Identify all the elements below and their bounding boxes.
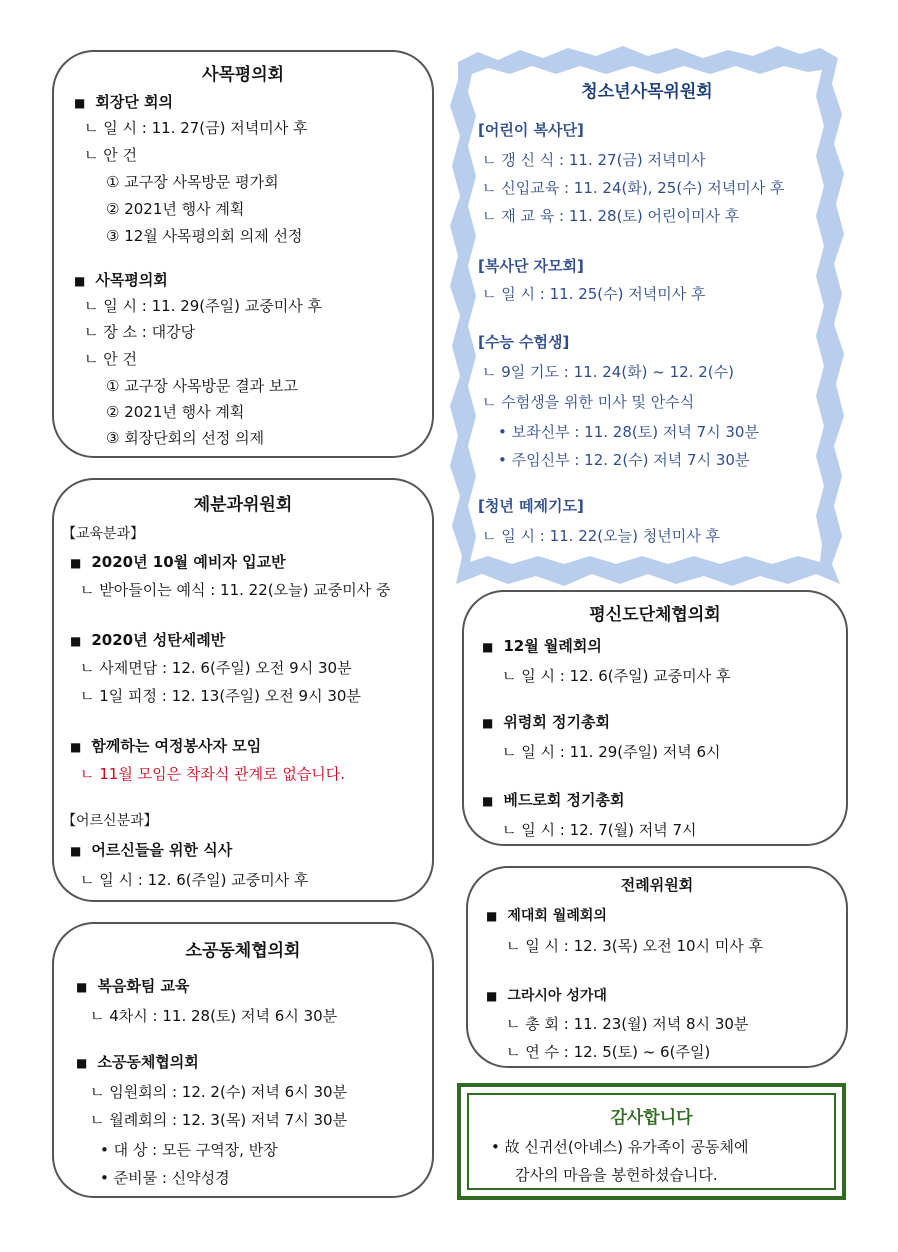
youth-t3-line1: ㄴ 9일 기도 : 11. 24(화) ~ 12. 2(수) bbox=[482, 363, 734, 381]
pastoral-s2-line1: ㄴ 일 시 : 11. 29(주일) 교중미사 후 bbox=[84, 297, 322, 315]
youth-t1-line3: ㄴ 재 교 육 : 11. 28(토) 어린이미사 후 bbox=[482, 207, 740, 225]
laity-box bbox=[462, 590, 848, 846]
community-h2: ■ 소공동체협의회 bbox=[76, 1052, 199, 1073]
youth-t4: [청년 떼제기도] bbox=[478, 497, 584, 515]
thanks-box bbox=[457, 1083, 846, 1200]
youth-t4-line1: ㄴ 일 시 : 11. 22(오늘) 청년미사 후 bbox=[482, 527, 720, 545]
community-h1-line1: ㄴ 4차시 : 11. 28(토) 저녁 6시 30분 bbox=[90, 1007, 338, 1025]
branches-h2-line1: ㄴ 사제면담 : 12. 6(주일) 오전 9시 30분 bbox=[80, 659, 352, 677]
liturgy-box bbox=[466, 866, 848, 1068]
youth-t2: [복사단 자모회] bbox=[478, 257, 584, 275]
laity-h1: ■ 12월 월례회의 bbox=[482, 636, 602, 657]
liturgy-h1: ■ 제대회 월례회의 bbox=[486, 906, 607, 926]
laity-h1-line1: ㄴ 일 시 : 12. 6(주일) 교중미사 후 bbox=[502, 667, 731, 685]
pastoral-s2-head: ■ 사목평의회 bbox=[74, 270, 168, 291]
branches-title: 제분과위원회 bbox=[193, 495, 293, 515]
youth-title: 청소년사목위원회 bbox=[581, 82, 713, 102]
laity-h2: ■ 위령회 정기총회 bbox=[482, 712, 610, 733]
branches-h1: ■ 2020년 10월 예비자 입교반 bbox=[70, 552, 286, 573]
thanks-line2: 감사의 마음을 봉헌하셨습니다. bbox=[515, 1166, 718, 1184]
pastoral-council-box bbox=[52, 50, 434, 458]
pastoral-s1-line4: ② 2021년 행사 계획 bbox=[106, 200, 245, 218]
pastoral-council-title: 사목평의회 bbox=[201, 65, 285, 85]
youth-t1: [어린이 복사단] bbox=[478, 121, 584, 139]
laity-title: 평신도단체협의회 bbox=[589, 605, 721, 625]
liturgy-h2: ■ 그라시아 성가대 bbox=[486, 986, 607, 1006]
youth-t1-line2: ㄴ 신입교육 : 11. 24(화), 25(수) 저녁미사 후 bbox=[482, 179, 785, 197]
branches-tag-education: 【교육분과】 bbox=[62, 526, 145, 542]
branches-h1-line1: ㄴ 받아들이는 예식 : 11. 22(오늘) 교중미사 중 bbox=[80, 581, 391, 599]
youth-t3-line3: • 보좌신부 : 11. 28(토) 저녁 7시 30분 bbox=[498, 423, 759, 441]
community-h2-line2: ㄴ 월례회의 : 12. 3(목) 저녁 7시 30분 bbox=[90, 1111, 348, 1129]
branches-h3-line1: ㄴ 11월 모임은 착좌식 관계로 없습니다. bbox=[80, 765, 346, 783]
pastoral-s1-line5: ③ 12월 사목평의회 의제 선정 bbox=[106, 227, 303, 245]
pastoral-s2-line6: ③ 회장단회의 선정 의제 bbox=[106, 429, 265, 447]
pastoral-s2-line4: ① 교구장 사목방문 결과 보고 bbox=[106, 377, 298, 395]
community-h2-line1: ㄴ 임원회의 : 12. 2(수) 저녁 6시 30분 bbox=[90, 1083, 348, 1101]
community-box bbox=[52, 922, 434, 1198]
community-h1: ■ 복음화팀 교육 bbox=[76, 976, 190, 997]
pastoral-s1-line2: ㄴ 안 건 bbox=[84, 146, 138, 164]
branches-h3: ■ 함께하는 여정봉사자 모임 bbox=[70, 736, 261, 757]
laity-h3: ■ 베드로회 정기총회 bbox=[482, 790, 625, 811]
youth-t2-line1: ㄴ 일 시 : 11. 25(수) 저녁미사 후 bbox=[482, 285, 706, 303]
laity-h2-line1: ㄴ 일 시 : 11. 29(주일) 저녁 6시 bbox=[502, 743, 721, 761]
pastoral-s2-line3: ㄴ 안 건 bbox=[84, 350, 138, 368]
youth-t3: [수능 수험생] bbox=[478, 333, 570, 351]
liturgy-h1-line1: ㄴ 일 시 : 12. 3(목) 오전 10시 미사 후 bbox=[506, 937, 764, 955]
branches-box bbox=[52, 478, 434, 902]
thanks-title: 감사합니다 bbox=[610, 1108, 693, 1128]
community-h2-line3: • 대 상 : 모든 구역장, 반장 bbox=[100, 1141, 278, 1159]
pastoral-s1-line3: ① 교구장 사목방문 평가회 bbox=[106, 173, 279, 191]
pastoral-s1-head: ■ 회장단 회의 bbox=[74, 92, 173, 113]
community-h2-line4: • 준비물 : 신약성경 bbox=[100, 1169, 230, 1187]
youth-t1-line1: ㄴ 갱 신 식 : 11. 27(금) 저녁미사 bbox=[482, 151, 706, 169]
youth-t3-line4: • 주임신부 : 12. 2(수) 저녁 7시 30분 bbox=[498, 451, 750, 469]
branches-h4-line1: ㄴ 일 시 : 12. 6(주일) 교중미사 후 bbox=[80, 871, 309, 889]
pastoral-s1-line1: ㄴ 일 시 : 11. 27(금) 저녁미사 후 bbox=[84, 119, 308, 137]
pastoral-s2-line5: ② 2021년 행사 계획 bbox=[106, 403, 245, 421]
branches-tag-elderly: 【어르신분과】 bbox=[62, 813, 158, 829]
liturgy-h2-line1: ㄴ 총 회 : 11. 23(월) 저녁 8시 30분 bbox=[506, 1015, 749, 1033]
pastoral-s2-line2: ㄴ 장 소 : 대강당 bbox=[84, 323, 196, 341]
branches-h4: ■ 어르신들을 위한 식사 bbox=[70, 840, 232, 861]
youth-t3-line2: ㄴ 수험생을 위한 미사 및 안수식 bbox=[482, 393, 695, 411]
liturgy-h2-line2: ㄴ 연 수 : 12. 5(토) ~ 6(주일) bbox=[506, 1043, 711, 1061]
branches-h2: ■ 2020년 성탄세례반 bbox=[70, 630, 225, 651]
laity-h3-line1: ㄴ 일 시 : 12. 7(월) 저녁 7시 bbox=[502, 821, 697, 839]
branches-h2-line2: ㄴ 1일 피정 : 12. 13(주일) 오전 9시 30분 bbox=[80, 687, 361, 705]
community-title: 소공동체협의회 bbox=[185, 941, 301, 961]
thanks-line1: • 故 신귀선(아녜스) 유가족이 공동체에 bbox=[491, 1138, 749, 1156]
liturgy-title: 전례위원회 bbox=[620, 876, 694, 894]
